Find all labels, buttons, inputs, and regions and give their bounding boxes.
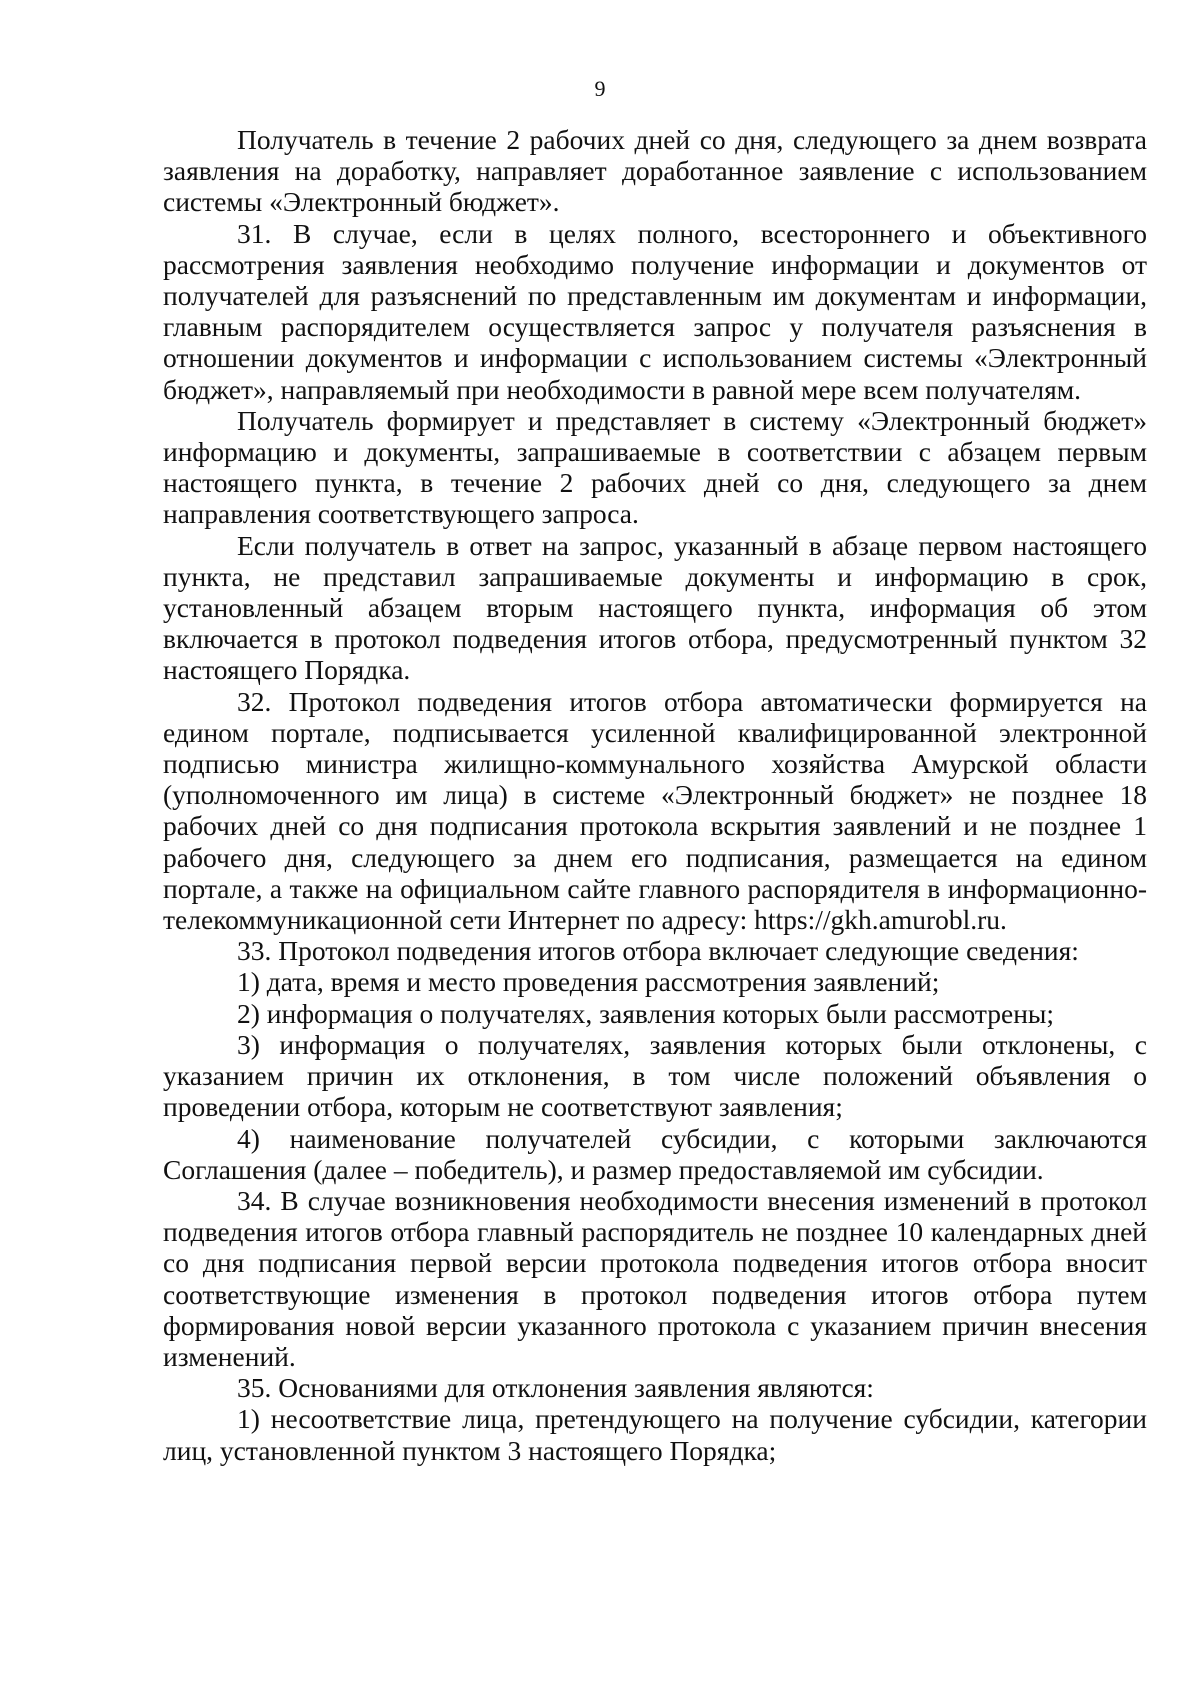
list-item-33-4: 4) наименование получателей субсидии, с которыми заключаются Соглашения (далее – победитель), и размер предоставляемой им субсидии. xyxy=(163,1122,1147,1185)
paragraph-33: 33. Протокол подведения итогов отбора включает следующие сведения: xyxy=(237,935,1079,967)
paragraph-31-if-not-provided: Если получатель в ответ на запрос, указанный в абзаце первом настоящего пункта, не представил запрашиваемые документы и информацию в срок, установленный абзацем вторым настоящего пункта, информация об этом включается в протокол подведения итогов отбора, предусмотренный пунктом 32 настоящего Порядка. xyxy=(163,529,1147,686)
paragraph-35: 35. Основаниями для отклонения заявления являются: xyxy=(237,1372,874,1404)
page-number: 9 xyxy=(594,76,606,101)
list-item-33-2: 2) информация о получателях, заявления которых были рассмотрены; xyxy=(237,997,1055,1029)
paragraph-31-recipient-provides: Получатель формирует и представляет в систему «Электронный бюджет» информацию и документы, запрашиваемые в соответствии с абзацем первым настоящего пункта, в течение 2 рабочих дней со дня, следующего за днем направления соответствующего запроса. xyxy=(163,404,1147,530)
list-item-33-3: 3) информация о получателях, заявления которых были отклонены, с указанием причин их отклонения, в том числе положений объявления о проведении отбора, которым не соответствуют заявления; xyxy=(163,1028,1147,1123)
paragraph-34: 34. В случае возникновения необходимости внесения изменений в протокол подведения итогов отбора главный распорядитель не позднее 10 календарных дней со дня подписания первой версии протокола подведения итогов отбора вносит соответствующие изменения в протокол подведения итогов отбора путем формирования новой версии указанного протокола с указанием причин внесения изменений. xyxy=(163,1184,1147,1372)
paragraph-recipient-resubmission: Получатель в течение 2 рабочих дней со дня, следующего за днем возврата заявления на доработку, направляет доработанное заявление с использованием системы «Электронный бюджет». xyxy=(163,124,1147,218)
paragraph-32: 32. Протокол подведения итогов отбора автоматически формируется на едином портале, подписывается усиленной квалифицированной электронной подписью министра жилищно-коммунального хозяйства Амурской области (уполномоченного им лица) в системе «Электронный бюджет» не позднее 18 рабочих дней со дня подписания протокола вскрытия заявлений и не позднее 1 рабочего дня, следующего за днем его подписания, размещается на едином портале, а также на официальном сайте главного распорядителя в информационно-телекоммуникационной сети Интернет по адресу: https://gkh.amurobl.ru. xyxy=(163,685,1147,936)
list-item-35-1: 1) несоответствие лица, претендующего на получение субсидии, категории лиц, установленной пунктом 3 настоящего Порядка; xyxy=(163,1403,1147,1466)
document-body xyxy=(163,124,1147,1466)
paragraph-31: 31. В случае, если в целях полного, всестороннего и объективного рассмотрения заявления необходимо получение информации и документов от получателей для разъяснений по представленным им документам и информации, главным распорядителем осуществляется запрос у получателя разъяснения в отношении документов и информации с использованием системы «Электронный бюджет», направляемый при необходимости в равной мере всем получателям. xyxy=(163,217,1147,405)
list-item-33-1: 1) дата, время и место проведения рассмотрения заявлений; xyxy=(237,966,940,998)
